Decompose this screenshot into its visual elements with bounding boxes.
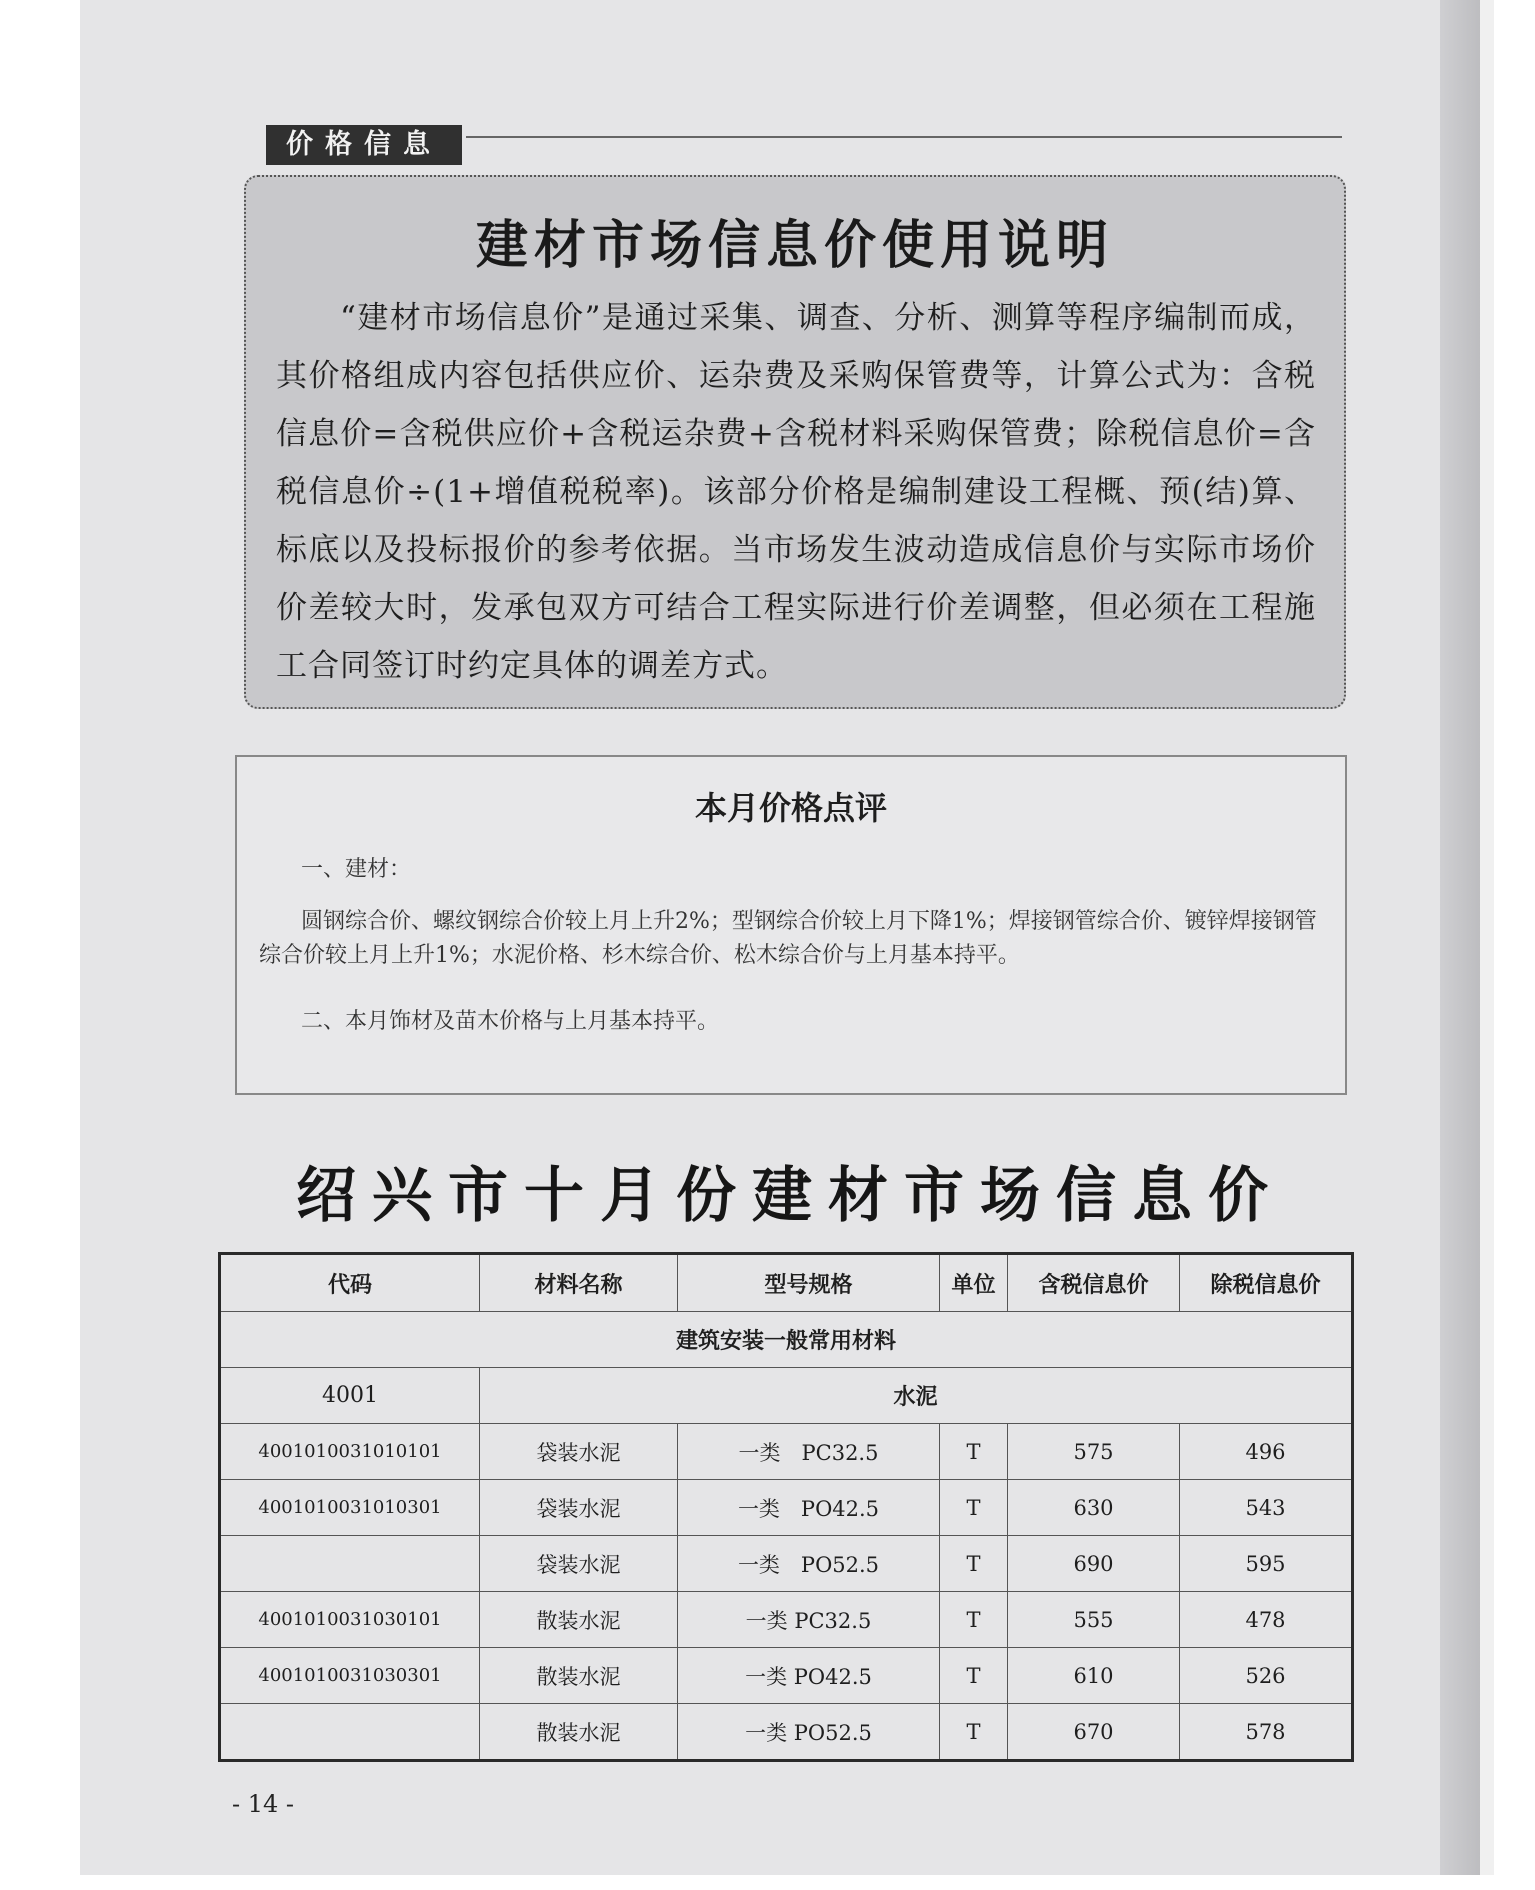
row-net-price: 578 (1180, 1704, 1353, 1761)
review-line-3: 二、本月饰材及苗木价格与上月基本持平。 (301, 1009, 720, 1034)
review-line-1: 一、建材： (301, 857, 412, 882)
row-tax-price: 690 (1008, 1536, 1180, 1592)
row-spec: 一类 PO52.5 (678, 1536, 940, 1592)
row-spec: 一类 PC32.5 (678, 1424, 940, 1480)
row-name: 散装水泥 (480, 1648, 678, 1704)
table-row (220, 1536, 1353, 1592)
row-spec: 一类 PO42.5 (678, 1480, 940, 1536)
header-unit: 单位 (940, 1254, 1008, 1312)
page-number: - 14 - (232, 1790, 295, 1818)
table-row (220, 1592, 1353, 1648)
row-code: 4001010031010101 (220, 1424, 480, 1480)
row-net-price: 543 (1180, 1480, 1353, 1536)
row-tax-price: 630 (1008, 1480, 1180, 1536)
row-code (220, 1536, 480, 1592)
page-edge-outer (1480, 0, 1494, 1875)
group-name: 水泥 (480, 1368, 1353, 1424)
table-row (220, 1424, 1353, 1480)
header-rule (466, 136, 1342, 138)
group-row (220, 1368, 1353, 1424)
row-unit: T (940, 1536, 1008, 1592)
page-edge (1440, 0, 1480, 1875)
section-tag: 价格信息 (266, 125, 462, 165)
row-spec: 一类 PO52.5 (678, 1704, 940, 1761)
header-name: 材料名称 (480, 1254, 678, 1312)
monthly-review-box (235, 755, 1347, 1095)
usage-notes-body: “建材市场信息价”是通过采集、调查、分析、测算等程序编制而成，其价格组成内容包括供应价、运杂费及采购保管费等，计算公式为：含税信息价=含税供应价+含税运杂费+含税材料采购保管费；除税信息价=含税信息价÷(1+增值税税率)。该部分价格是编制建设工程概、预(结)算、标底以及投标报价的参考依据。当市场发生波动造成信息价与实际市场价价差较大时，发承包双方可结合工程实际进行价差调整，但必须在工程施工合同签订时约定具体的调差方式。 (276, 300, 1316, 684)
header-code: 代码 (220, 1254, 480, 1312)
row-code: 4001010031010301 (220, 1480, 480, 1536)
row-spec: 一类 PC32.5 (678, 1592, 940, 1648)
main-title: 绍兴市十月份建材市场信息价 (296, 1161, 1284, 1231)
row-name: 袋装水泥 (480, 1424, 678, 1480)
row-net-price: 478 (1180, 1592, 1353, 1648)
row-unit: T (940, 1704, 1008, 1761)
header-tax-price: 含税信息价 (1008, 1254, 1180, 1312)
row-tax-price: 555 (1008, 1592, 1180, 1648)
row-name: 袋装水泥 (480, 1480, 678, 1536)
group-code: 4001 (220, 1368, 480, 1424)
price-table (218, 1252, 1354, 1762)
header-spec: 型号规格 (678, 1254, 940, 1312)
row-code (220, 1704, 480, 1761)
usage-notes-box (244, 175, 1346, 709)
section-label: 建筑安装一般常用材料 (220, 1312, 1353, 1368)
row-tax-price: 575 (1008, 1424, 1180, 1480)
table-row (220, 1704, 1353, 1761)
row-unit: T (940, 1424, 1008, 1480)
section-row (220, 1312, 1353, 1368)
row-unit: T (940, 1480, 1008, 1536)
row-tax-price: 670 (1008, 1704, 1180, 1761)
row-name: 袋装水泥 (480, 1536, 678, 1592)
monthly-review-title: 本月价格点评 (694, 789, 887, 827)
table-header-row (220, 1254, 1353, 1312)
row-name: 散装水泥 (480, 1592, 678, 1648)
row-unit: T (940, 1592, 1008, 1648)
row-net-price: 526 (1180, 1648, 1353, 1704)
row-tax-price: 610 (1008, 1648, 1180, 1704)
usage-notes-title: 建材市场信息价使用说明 (475, 216, 1114, 276)
row-name: 散装水泥 (480, 1704, 678, 1761)
row-net-price: 595 (1180, 1536, 1353, 1592)
table-row (220, 1480, 1353, 1536)
table-row (220, 1648, 1353, 1704)
row-spec: 一类 PO42.5 (678, 1648, 940, 1704)
row-code: 4001010031030301 (220, 1648, 480, 1704)
header-net-price: 除税信息价 (1180, 1254, 1353, 1312)
row-net-price: 496 (1180, 1424, 1353, 1480)
row-unit: T (940, 1648, 1008, 1704)
review-line-2: 圆钢综合价、螺纹钢综合价较上月上升2%；型钢综合价较上月下降1%；焊接钢管综合价、镀锌焊接钢管综合价较上月上升1%；水泥价格、杉木综合价、松木综合价与上月基本持平。 (259, 909, 1317, 968)
row-code: 4001010031030101 (220, 1592, 480, 1648)
